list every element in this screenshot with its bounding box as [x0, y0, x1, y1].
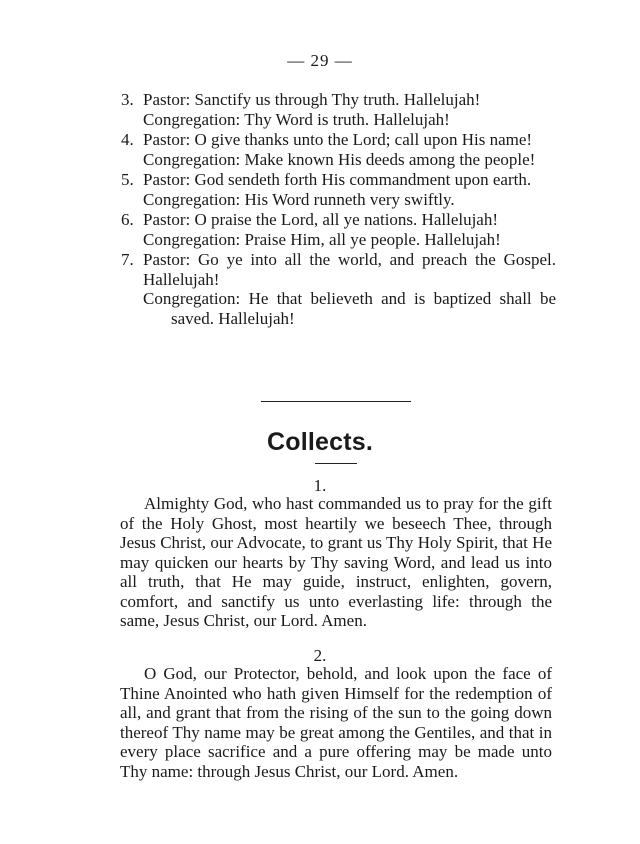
page-number: — 29 —: [287, 51, 353, 70]
congregation-line: Congregation: Praise Him, all ye people. Hallelujah!: [143, 229, 501, 249]
pastor-line: [121, 170, 556, 190]
collect-number: 1.: [313, 476, 327, 495]
congregation-line: Congregation: His Word runneth very swiftly.: [143, 189, 455, 209]
pastor-line: [121, 250, 556, 289]
pastor-line: [121, 90, 556, 110]
collect-text: O God, our Protector, behold, and look upon the face of Thine Anointed who hath given Himself for the redemption of all, and grant that from the rising of the sun to the going down thereof Thy name may be great among the Gentiles, and that in every place sacrifice and a pure offering may be made unto Thy name: through Jesus Christ, our Lord. Amen.: [120, 664, 552, 781]
pastor-text: Pastor: God sendeth forth His commandment upon earth.: [143, 170, 532, 189]
versicle-item: [121, 130, 556, 169]
pastor-text: Pastor: O praise the Lord, all ye nations. Hallelujah!: [143, 210, 499, 229]
title-underline: [315, 463, 357, 464]
congregation-line: Congregation: Thy Word is truth. Hallelujah!: [143, 109, 450, 129]
pastor-text: Pastor: Sanctify us through Thy truth. Hallelujah!: [143, 90, 481, 109]
section-title: Collects.: [267, 428, 373, 456]
pastor-line: [121, 130, 556, 150]
pastor-text: Pastor: O give thanks unto the Lord; call upon His name!: [143, 130, 533, 149]
versicle-number: 3.: [121, 90, 134, 109]
collect-number: 2.: [313, 646, 327, 665]
section-divider: [261, 401, 411, 402]
congregation-line: Congregation: He that believeth and is baptized shall be saved. Hallelujah!: [143, 289, 556, 328]
congregation-line: Congregation: Make known His deeds among the people!: [143, 149, 536, 169]
versicle-number: 7.: [121, 250, 134, 269]
versicle-number: 4.: [121, 130, 134, 149]
versicle-item: [121, 90, 556, 129]
versicle-number: 5.: [121, 170, 134, 189]
versicle-item: [121, 170, 556, 209]
versicle-item: [121, 210, 556, 249]
pastor-text: Pastor: Go ye into all the world, and preach the Gospel. Hallelujah!: [143, 250, 556, 289]
versicles-list: [121, 90, 556, 329]
collect-text: Almighty God, who hast commanded us to pray for the gift of the Holy Ghost, most heartily we beseech Thee, through Jesus Christ, our Advocate, to grant us Thy Holy Spirit, that He may quicken our hearts by Thy saving Word, and lead us into all truth, that He may guide, instruct, enlighten, govern, comfort, and sanctify us unto everlasting life: through the same, Jesus Christ, our Lord. Amen.: [120, 494, 552, 630]
versicle-number: 6.: [121, 210, 134, 229]
versicle-item: [121, 250, 556, 328]
pastor-line: [121, 210, 556, 230]
